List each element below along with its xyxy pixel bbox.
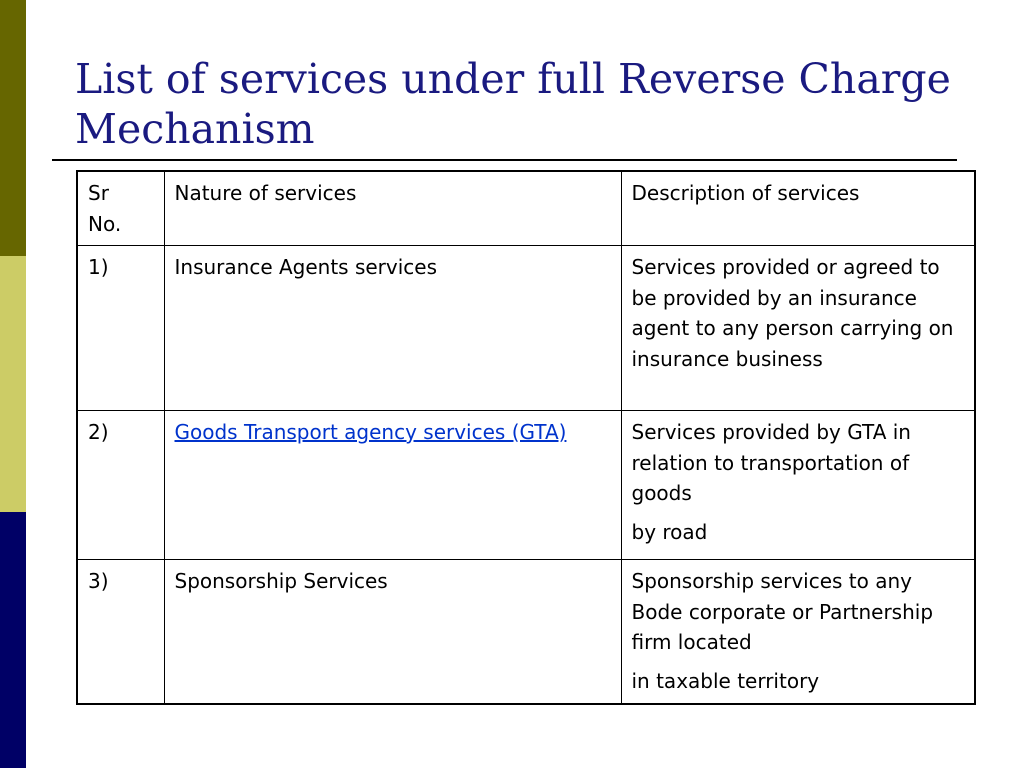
cell-nature bbox=[164, 411, 621, 560]
cell-description-main: Sponsorship services to any Bode corporate or Partnership firm located bbox=[631, 569, 934, 654]
sidebar-accent-bottom bbox=[0, 512, 26, 768]
cell-description bbox=[621, 411, 975, 560]
cell-sr: 3) bbox=[77, 560, 164, 704]
header-description: Description of services bbox=[621, 171, 975, 246]
gta-services-link[interactable]: Goods Transport agency services (GTA) bbox=[174, 420, 567, 444]
cell-description-tail: in taxable territory bbox=[631, 668, 820, 693]
header-sr-line2: No. bbox=[88, 211, 122, 236]
slide-title: List of services under full Reverse Charge Mechanism bbox=[75, 55, 951, 153]
cell-sr: 2) bbox=[77, 411, 164, 560]
cell-sr: 1) bbox=[77, 246, 164, 411]
cell-nature: Insurance Agents services bbox=[164, 246, 621, 411]
sidebar-accent-top bbox=[0, 0, 26, 256]
cell-description bbox=[621, 560, 975, 704]
cell-description: Services provided or agreed to be provided by an insurance agent to any person carrying on insurance business bbox=[621, 246, 975, 411]
services-table bbox=[76, 170, 976, 705]
table-row bbox=[77, 560, 975, 704]
table-row bbox=[77, 411, 975, 560]
header-sr-line1: Sr bbox=[88, 181, 109, 205]
header-sr-no bbox=[77, 171, 164, 246]
title-underline bbox=[52, 159, 957, 161]
cell-description-main: Services provided by GTA in relation to transportation of goods bbox=[631, 420, 911, 505]
header-nature: Nature of services bbox=[164, 171, 621, 246]
cell-description-tail: by road bbox=[631, 519, 708, 544]
table-row bbox=[77, 246, 975, 411]
sidebar-accent-middle bbox=[0, 256, 26, 512]
table-header-row bbox=[77, 171, 975, 246]
cell-nature: Sponsorship Services bbox=[164, 560, 621, 704]
